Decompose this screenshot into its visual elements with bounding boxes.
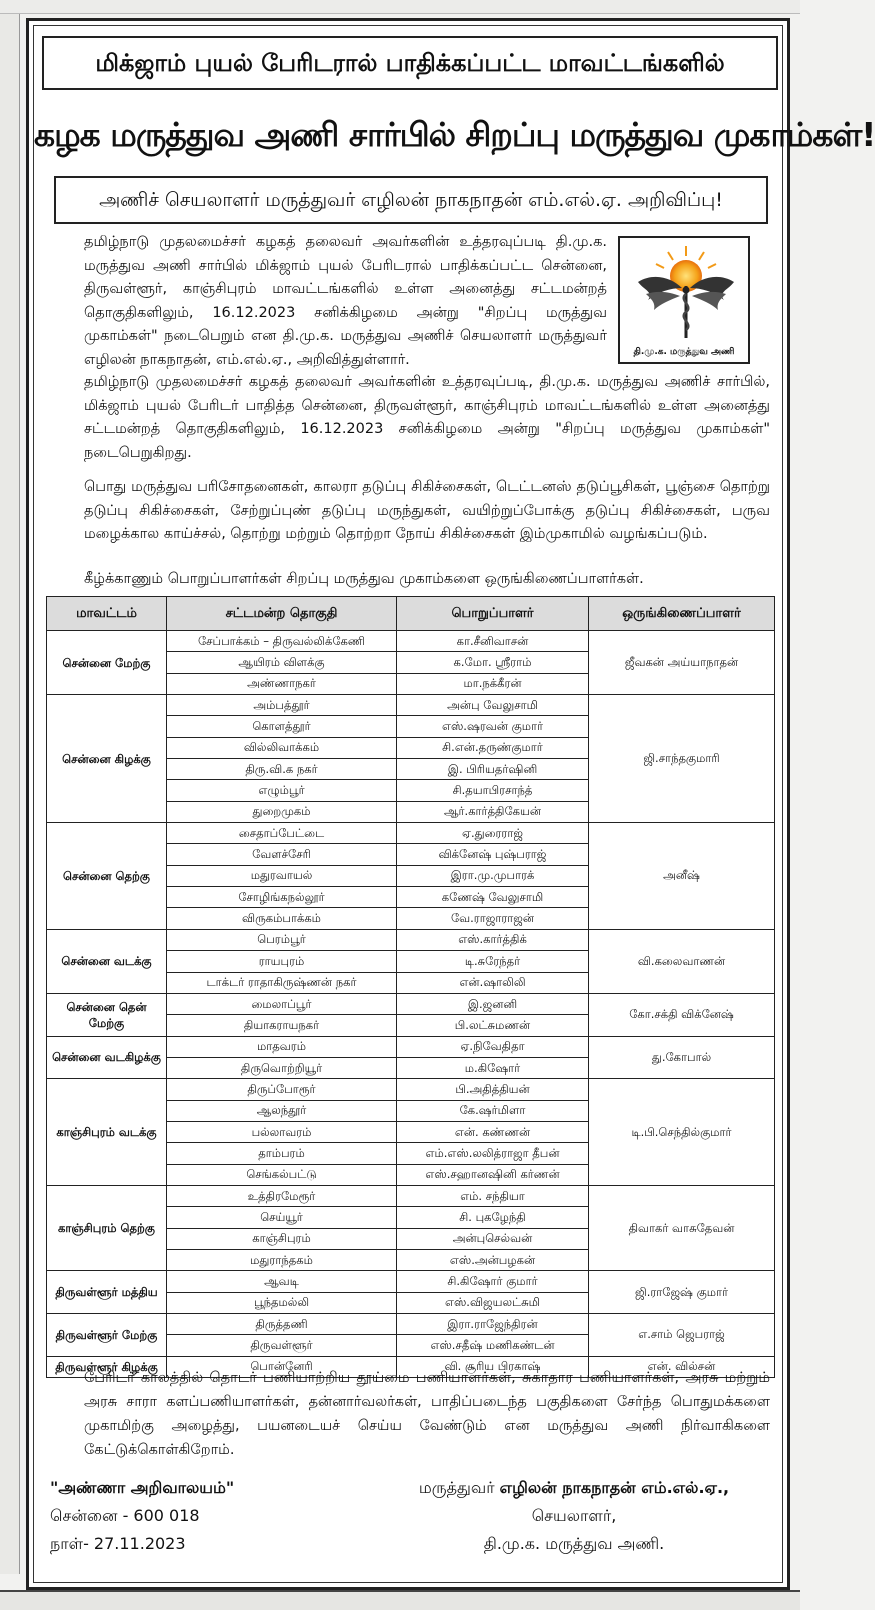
district-cell: சென்னை வடகிழக்கு	[47, 1036, 167, 1079]
table-row	[47, 631, 775, 652]
in-charge-cell: கா.சீனிவாசன்	[397, 631, 589, 652]
footer-date: நாள்- 27.11.2023	[50, 1534, 186, 1553]
table-row	[47, 929, 775, 950]
coordinator-cell: வி.கலைவாணன்	[589, 929, 775, 993]
constituency-cell: ராயபுரம்	[167, 951, 397, 972]
in-charge-cell: சி.கிஷோர் குமார்	[397, 1271, 589, 1292]
in-charge-cell: மா.நக்கீரன்	[397, 673, 589, 694]
in-charge-cell: என். கண்ணன்	[397, 1121, 589, 1142]
constituency-cell: விருகம்பாக்கம்	[167, 908, 397, 929]
signature-name: எழிலன் நாகநாதன் எம்.எல்.ஏ.,	[499, 1478, 730, 1497]
district-cell: காஞ்சிபுரம் வடக்கு	[47, 1079, 167, 1186]
in-charge-cell: வே.ராஜாராஜன்	[397, 908, 589, 929]
constituency-cell: திரு.வி.க நகர்	[167, 759, 397, 780]
footer-signature-block	[374, 1474, 774, 1558]
constituency-cell: செய்யூர்	[167, 1207, 397, 1228]
district-cell: சென்னை தெற்கு	[47, 823, 167, 930]
announcement-frame	[26, 18, 875, 1590]
header-constituency: சட்டமன்ற தொகுதி	[167, 597, 397, 631]
header-in-charge: பொறுப்பாளர்	[397, 597, 589, 631]
constituency-cell: மதுரவாயல்	[167, 865, 397, 886]
in-charge-cell: கே.ஷர்மிளா	[397, 1100, 589, 1121]
medical-wing-logo	[618, 236, 750, 364]
district-cell: திருவள்ளூர் கிழக்கு	[47, 1356, 167, 1377]
table-header-row	[47, 597, 775, 631]
table-row	[47, 695, 775, 716]
constituency-cell: ஆவடி	[167, 1271, 397, 1292]
in-charge-cell: இரா.மு.முபாரக்	[397, 865, 589, 886]
constituency-cell: செங்கல்பட்டு	[167, 1164, 397, 1185]
table-row	[47, 993, 775, 1014]
coordinator-cell: என். வில்சன்	[589, 1356, 775, 1377]
in-charge-cell: எஸ்.அன்பழகன்	[397, 1249, 589, 1270]
district-cell: சென்னை வடக்கு	[47, 929, 167, 993]
coordinator-cell: திவாகர் வாசுதேவன்	[589, 1185, 775, 1270]
signature-prefix: மருத்துவர்	[418, 1478, 500, 1497]
in-charge-cell: எஸ்.விஜயலட்சுமி	[397, 1292, 589, 1313]
in-charge-cell: விக்னேஷ் புஷ்பராஜ்	[397, 844, 589, 865]
in-charge-cell: எஸ்.ஷரவன் குமார்	[397, 716, 589, 737]
coordinators-table	[46, 596, 775, 1378]
in-charge-cell: இ.ஜனனி	[397, 993, 589, 1014]
constituency-cell: காஞ்சிபுரம்	[167, 1228, 397, 1249]
in-charge-cell: சி.தயாபிரசாந்த்	[397, 780, 589, 801]
in-charge-cell: எஸ்.சஹானஷினி கர்ணன்	[397, 1164, 589, 1185]
in-charge-cell: ம.கிஷோர்	[397, 1057, 589, 1078]
header-district: மாவட்டம்	[47, 597, 167, 631]
constituency-cell: சோழிங்கநல்லூர்	[167, 887, 397, 908]
headline-announcement: அணிச் செயலாளர் மருத்துவர் எழிலன் நாகநாதன் எம்.எல்.ஏ. அறிவிப்பு!	[54, 176, 768, 224]
constituency-cell: திருப்போரூர்	[167, 1079, 397, 1100]
constituency-cell: உத்திரமேரூர்	[167, 1185, 397, 1206]
constituency-cell: டாக்டர் ராதாகிருஷ்ணன் நகர்	[167, 972, 397, 993]
in-charge-cell: அன்பு வேலுசாமி	[397, 695, 589, 716]
constituency-cell: பூந்தமல்லி	[167, 1292, 397, 1313]
table-row	[47, 1079, 775, 1100]
district-cell: காஞ்சிபுரம் தெற்கு	[47, 1185, 167, 1270]
constituency-cell: துறைமுகம்	[167, 801, 397, 822]
in-charge-cell: என்.ஷாலிலி	[397, 972, 589, 993]
headline-affected-districts: மிக்ஜாம் புயல் பேரிடரால் பாதிக்கப்பட்ட மாவட்டங்களில்	[42, 36, 778, 90]
in-charge-cell: எஸ்.சதீஷ் மணிகண்டன்	[397, 1335, 589, 1356]
cropped-bottom-strip	[0, 1590, 800, 1610]
in-charge-cell: ஆர்.கார்த்திகேயன்	[397, 801, 589, 822]
caduceus-wings-icon	[624, 242, 748, 342]
signature-title: செயலாளர்,	[531, 1506, 617, 1525]
footer-city: சென்னை - 600 018	[50, 1506, 200, 1525]
constituency-cell: கொளத்தூர்	[167, 716, 397, 737]
coordinator-cell: ஜீவகன் அய்யாநாதன்	[589, 631, 775, 695]
constituency-cell: திருவொற்றியூர்	[167, 1057, 397, 1078]
constituency-cell: ஆயிரம் விளக்கு	[167, 652, 397, 673]
in-charge-cell: ஏ.நிவேதிதா	[397, 1036, 589, 1057]
constituency-cell: மாதவரம்	[167, 1036, 397, 1057]
paragraph-appeal: பேரிடர் காலத்தில் தொடர் பணியாற்றிய தூய்மை பணியாளர்கள், சுகாதார பணியாளர்கள், அரசு மற்றும் அரசு சாரா களப்பணியாளர்கள், தன்னார்வலர்கள், பாதிப்படைந்த பகுதிகளை சேர்ந்த பொதுமக்களை முகாமிற்கு அழைத்து, பயனடையச் செய்ய வேண்டும் என மருத்துவ அணி நிர்வாகிகளை கேட்டுக்கொள்கிறோம்.	[84, 1370, 770, 1458]
paragraph-treatments: பொது மருத்துவ பரிசோதனைகள், காலரா தடுப்பு சிகிச்சைகள், டெட்டனஸ் தடுப்பூசிகள், பூஞ்சை தொற்று தடுப்பு சிகிச்சைகள், சேற்றுப்புண் தடுப்பு மருந்துகள், வயிற்றுப்போக்கு தடுப்பு சிகிச்சைகள், பருவ மழைக்கால காய்ச்சல், தொற்று மற்றும் தொற்றா நோய் சிகிச்சைகள் இம்முகாமில் வழங்கப்படும்.	[84, 479, 770, 542]
in-charge-cell: க.மோ. ஸ்ரீராம்	[397, 652, 589, 673]
in-charge-cell: பி.லட்சுமணன்	[397, 1015, 589, 1036]
table-row	[47, 823, 775, 844]
paragraph-intro: தமிழ்நாடு முதலமைச்சர் கழகத் தலைவர் அவர்களின் உத்தரவுப்படி தி.மு.க. மருத்துவ அணி சார்பில் மிக்ஜாம் புயல் பேரிடரால் பாதிக்கப்பட்ட சென்னை, திருவள்ளூர், காஞ்சிபுரம் மாவட்டங்களில் உள்ள அனைத்து சட்டமன்றத் தொகுதிகளிலும், 16.12.2023 சனிக்கிழமை அன்று "சிறப்பு மருத்துவ முகாம்கள்" நடைபெறும் என தி.மு.க. மருத்துவ அணிச் செயலாளர் மருத்துவர் எழிலன் நாகநாதன், எம்.எல்.ஏ., அறிவித்துள்ளார்.	[84, 234, 607, 368]
announcement-inner-frame	[33, 25, 875, 1583]
coordinator-cell: அனீஷ்	[589, 823, 775, 930]
district-cell: திருவள்ளூர் மேற்கு	[47, 1314, 167, 1357]
constituency-cell: திருவள்ளூர்	[167, 1335, 397, 1356]
footer-place: "அண்ணா அறிவாலயம்"	[50, 1478, 235, 1497]
constituency-cell: தியாகராயநகர்	[167, 1015, 397, 1036]
coordinator-cell: ஜி.ராஜேஷ் குமார்	[589, 1271, 775, 1314]
signature-org: தி.மு.க. மருத்துவ அணி.	[483, 1534, 665, 1553]
table-body	[47, 631, 775, 1378]
header-coordinator: ஒருங்கிணைப்பாளர்	[589, 597, 775, 631]
cropped-left-column	[0, 14, 20, 1574]
in-charge-cell: கணேஷ் வேலுசாமி	[397, 887, 589, 908]
cropped-top-strip	[0, 0, 800, 14]
in-charge-cell: இ. பிரியதர்ஷினி	[397, 759, 589, 780]
constituency-cell: பல்லாவரம்	[167, 1121, 397, 1142]
logo-caption: தி.மு.க. மருத்துவ அணி	[633, 347, 735, 357]
constituency-cell: அம்பத்தூர்	[167, 695, 397, 716]
in-charge-cell: அன்புசெல்வன்	[397, 1228, 589, 1249]
constituency-cell: பொன்னேரி	[167, 1356, 397, 1377]
in-charge-cell: ஏ.துரைராஜ்	[397, 823, 589, 844]
in-charge-cell: வி. சூரிய பிரகாஷ்	[397, 1356, 589, 1377]
coordinator-cell: ஜி.சாந்தகுமாரி	[589, 695, 775, 823]
coordinator-cell: கோ.சக்தி விக்னேஷ்	[589, 993, 775, 1036]
constituency-cell: வில்லிவாக்கம்	[167, 737, 397, 758]
footer-address-block	[50, 1474, 234, 1558]
table-row	[47, 1185, 775, 1206]
constituency-cell: திருத்தணி	[167, 1314, 397, 1335]
in-charge-cell: இரா.ராஜேந்திரன்	[397, 1314, 589, 1335]
constituency-cell: மைலாப்பூர்	[167, 993, 397, 1014]
constituency-cell: சேப்பாக்கம் – திருவல்லிக்கேணி	[167, 631, 397, 652]
table-row	[47, 1314, 775, 1335]
constituency-cell: தாம்பரம்	[167, 1143, 397, 1164]
constituency-cell: ஆலந்தூர்	[167, 1100, 397, 1121]
coordinator-cell: து.கோபால்	[589, 1036, 775, 1079]
district-cell: சென்னை தென் மேற்கு	[47, 993, 167, 1036]
in-charge-cell: பி.அதித்தியன்	[397, 1079, 589, 1100]
in-charge-cell: சி. புகழேந்தி	[397, 1207, 589, 1228]
in-charge-cell: எம். சந்தியா	[397, 1185, 589, 1206]
constituency-cell: பெரம்பூர்	[167, 929, 397, 950]
in-charge-cell: எஸ்.கார்த்திக்	[397, 929, 589, 950]
paragraph-coordinators-intro: கீழ்க்காணும் பொறுப்பாளர்கள் சிறப்பு மருத்துவ முகாம்களை ஒருங்கிணைப்பாளர்கள்.	[84, 571, 644, 587]
constituency-cell: சைதாப்பேட்டை	[167, 823, 397, 844]
district-cell: சென்னை மேற்கு	[47, 631, 167, 695]
constituency-cell: வேளச்சேரி	[167, 844, 397, 865]
in-charge-cell: டி.சுரேந்தர்	[397, 951, 589, 972]
in-charge-cell: சி.என்.தருண்குமார்	[397, 737, 589, 758]
coordinator-cell: டி.பி.செந்தில்குமார்	[589, 1079, 775, 1186]
constituency-cell: எழும்பூர்	[167, 780, 397, 801]
table-row	[47, 1271, 775, 1292]
table-row	[47, 1036, 775, 1057]
headline-medical-camps: கழக மருத்துவ அணி சார்பில் சிறப்பு மருத்துவ முகாம்கள்!	[34, 115, 875, 154]
in-charge-cell: எம்.எஸ்.லலித்ராஜா தீபன்	[397, 1143, 589, 1164]
constituency-cell: மதுராந்தகம்	[167, 1249, 397, 1270]
constituency-cell: அண்ணாநகர்	[167, 673, 397, 694]
coordinator-cell: எ.சாம் ஜெபராஜ்	[589, 1314, 775, 1357]
district-cell: திருவள்ளூர் மத்திய	[47, 1271, 167, 1314]
paragraph-camp-details: தமிழ்நாடு முதலமைச்சர் கழகத் தலைவர் அவர்களின் உத்தரவுப்படி, தி.மு.க. மருத்துவ அணிச் சார்பில், மிக்ஜாம் புயல் பேரிடர் பாதித்த சென்னை, திருவள்ளூர், காஞ்சிபுரம் மாவட்டங்களில் உள்ள அனைத்து சட்டமன்றத் தொகுதிகளிலும், 16.12.2023 சனிக்கிழமை அன்று "சிறப்பு மருத்துவ முகாம்கள்" நடைபெறுகிறது.	[84, 374, 770, 461]
district-cell: சென்னை கிழக்கு	[47, 695, 167, 823]
